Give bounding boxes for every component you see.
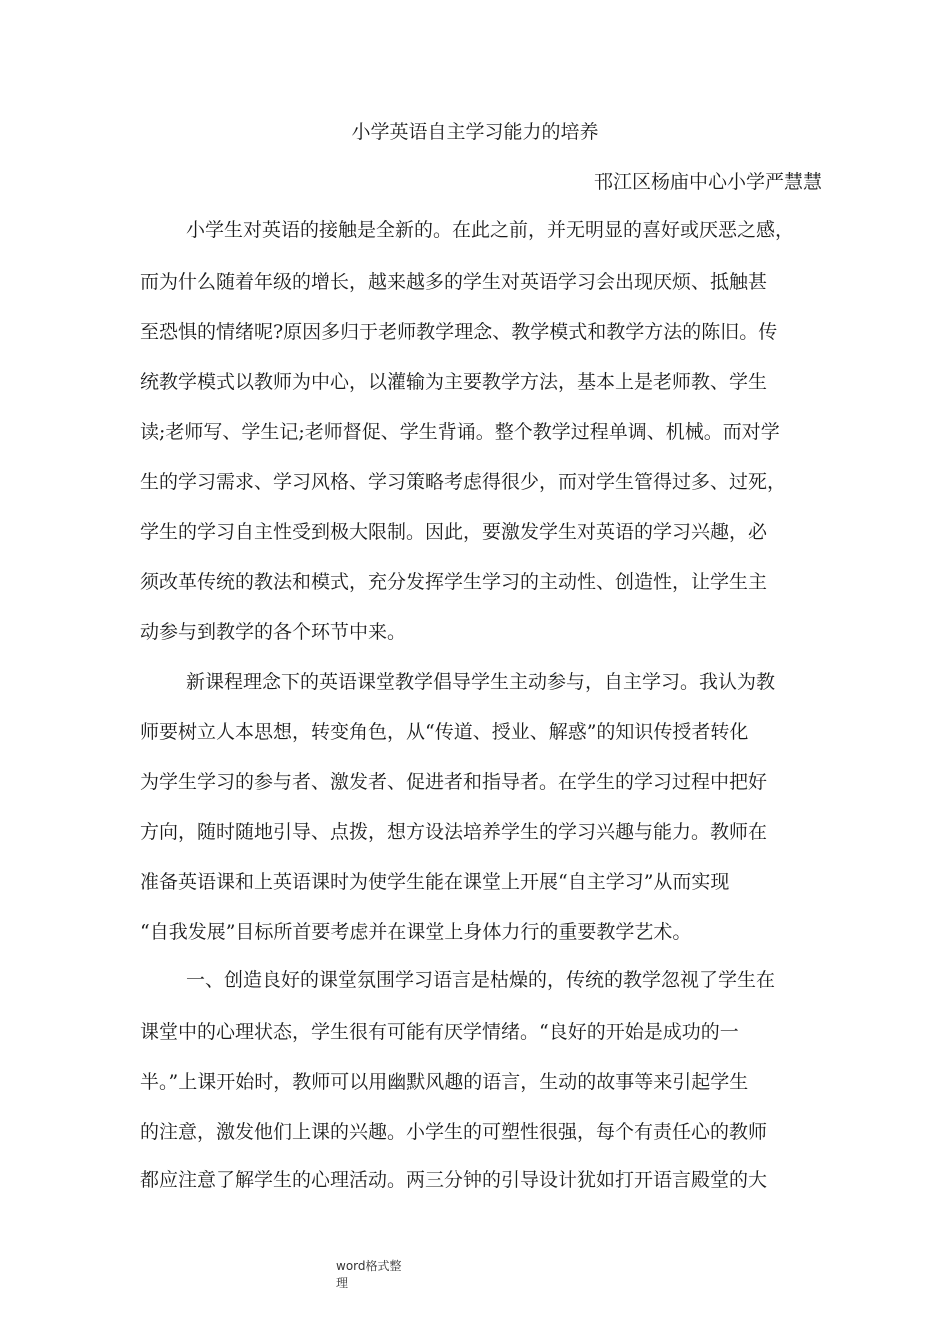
paragraph-line: 小学生对英语的接触是全新的。在此之前，并无明显的喜好或厌恶之感，: [186, 219, 795, 241]
paragraph-line: 为学生学习的参与者、激发者、促进者和指导者。在学生的学习过程中把好: [140, 771, 768, 793]
paragraph-line: 而为什么随着年级的增长，越来越多的学生对英语学习会出现厌烦、抵触甚: [140, 271, 768, 293]
paragraph-line: 学生的学习自主性受到极大限制。因此，要激发学生对英语的学习兴趣，必: [140, 521, 768, 543]
paragraph-line: “自我发展”目标所首要考虑并在课堂上身体力行的重要教学艺术。: [140, 921, 692, 943]
paragraph-line: 一、创造良好的课堂氛围学习语言是枯燥的，传统的教学忽视了学生在: [186, 969, 776, 991]
paragraph-line: 统教学模式以教师为中心，以灌输为主要教学方法，基本上是老师教、学生: [140, 371, 768, 393]
paragraph-line: 都应注意了解学生的心理活动。两三分钟的引导设计犹如打开语言殿堂的大: [140, 1169, 768, 1191]
paragraph-line: 生的学习需求、学习风格、学习策略考虑得很少，而对学生管得过多、过死，: [140, 471, 787, 493]
footer-line: 理: [336, 1276, 349, 1290]
paragraph-line: 至恐惧的情绪呢?原因多归于老师教学理念、教学模式和教学方法的陈旧。传: [140, 321, 778, 343]
paragraph-line: 须改革传统的教法和模式，充分发挥学生学习的主动性、创造性，让学生主: [140, 571, 768, 593]
paragraph-line: 的注意，激发他们上课的兴趣。小学生的可塑性很强，每个有责任心的教师: [140, 1121, 768, 1143]
page-footer: [336, 1258, 456, 1292]
paragraph-line: 半。”上课开始时，教师可以用幽默风趣的语言，生动的故事等来引起学生: [140, 1071, 749, 1093]
footer-line: word格式整: [336, 1259, 402, 1273]
paragraph-line: 课堂中的心理状态，学生很有可能有厌学情绪。“良好的开始是成功的一: [140, 1021, 739, 1043]
document-title: 小学英语自主学习能力的培养: [351, 121, 599, 143]
paragraph-line: 新课程理念下的英语课堂教学倡导学生主动参与，自主学习。我认为教: [186, 671, 776, 693]
paragraph-line: 动参与到教学的各个环节中来。: [140, 621, 407, 643]
paragraph-line: 准备英语课和上英语课时为使学生能在课堂上开展“自主学习”从而实现: [140, 871, 730, 893]
paragraph-line: 方向，随时随地引导、点拨，想方设法培养学生的学习兴趣与能力。教师在: [140, 821, 768, 843]
paragraph-line: 师要树立人本思想，转变角色，从“传道、授业、解惑”的知识传授者转化: [140, 721, 749, 743]
document-author: 邗江区杨庙中心小学严慧慧: [593, 171, 822, 193]
paragraph-line: 读;老师写、学生记;老师督促、学生背诵。整个教学过程单调、机械。而对学: [140, 421, 780, 443]
